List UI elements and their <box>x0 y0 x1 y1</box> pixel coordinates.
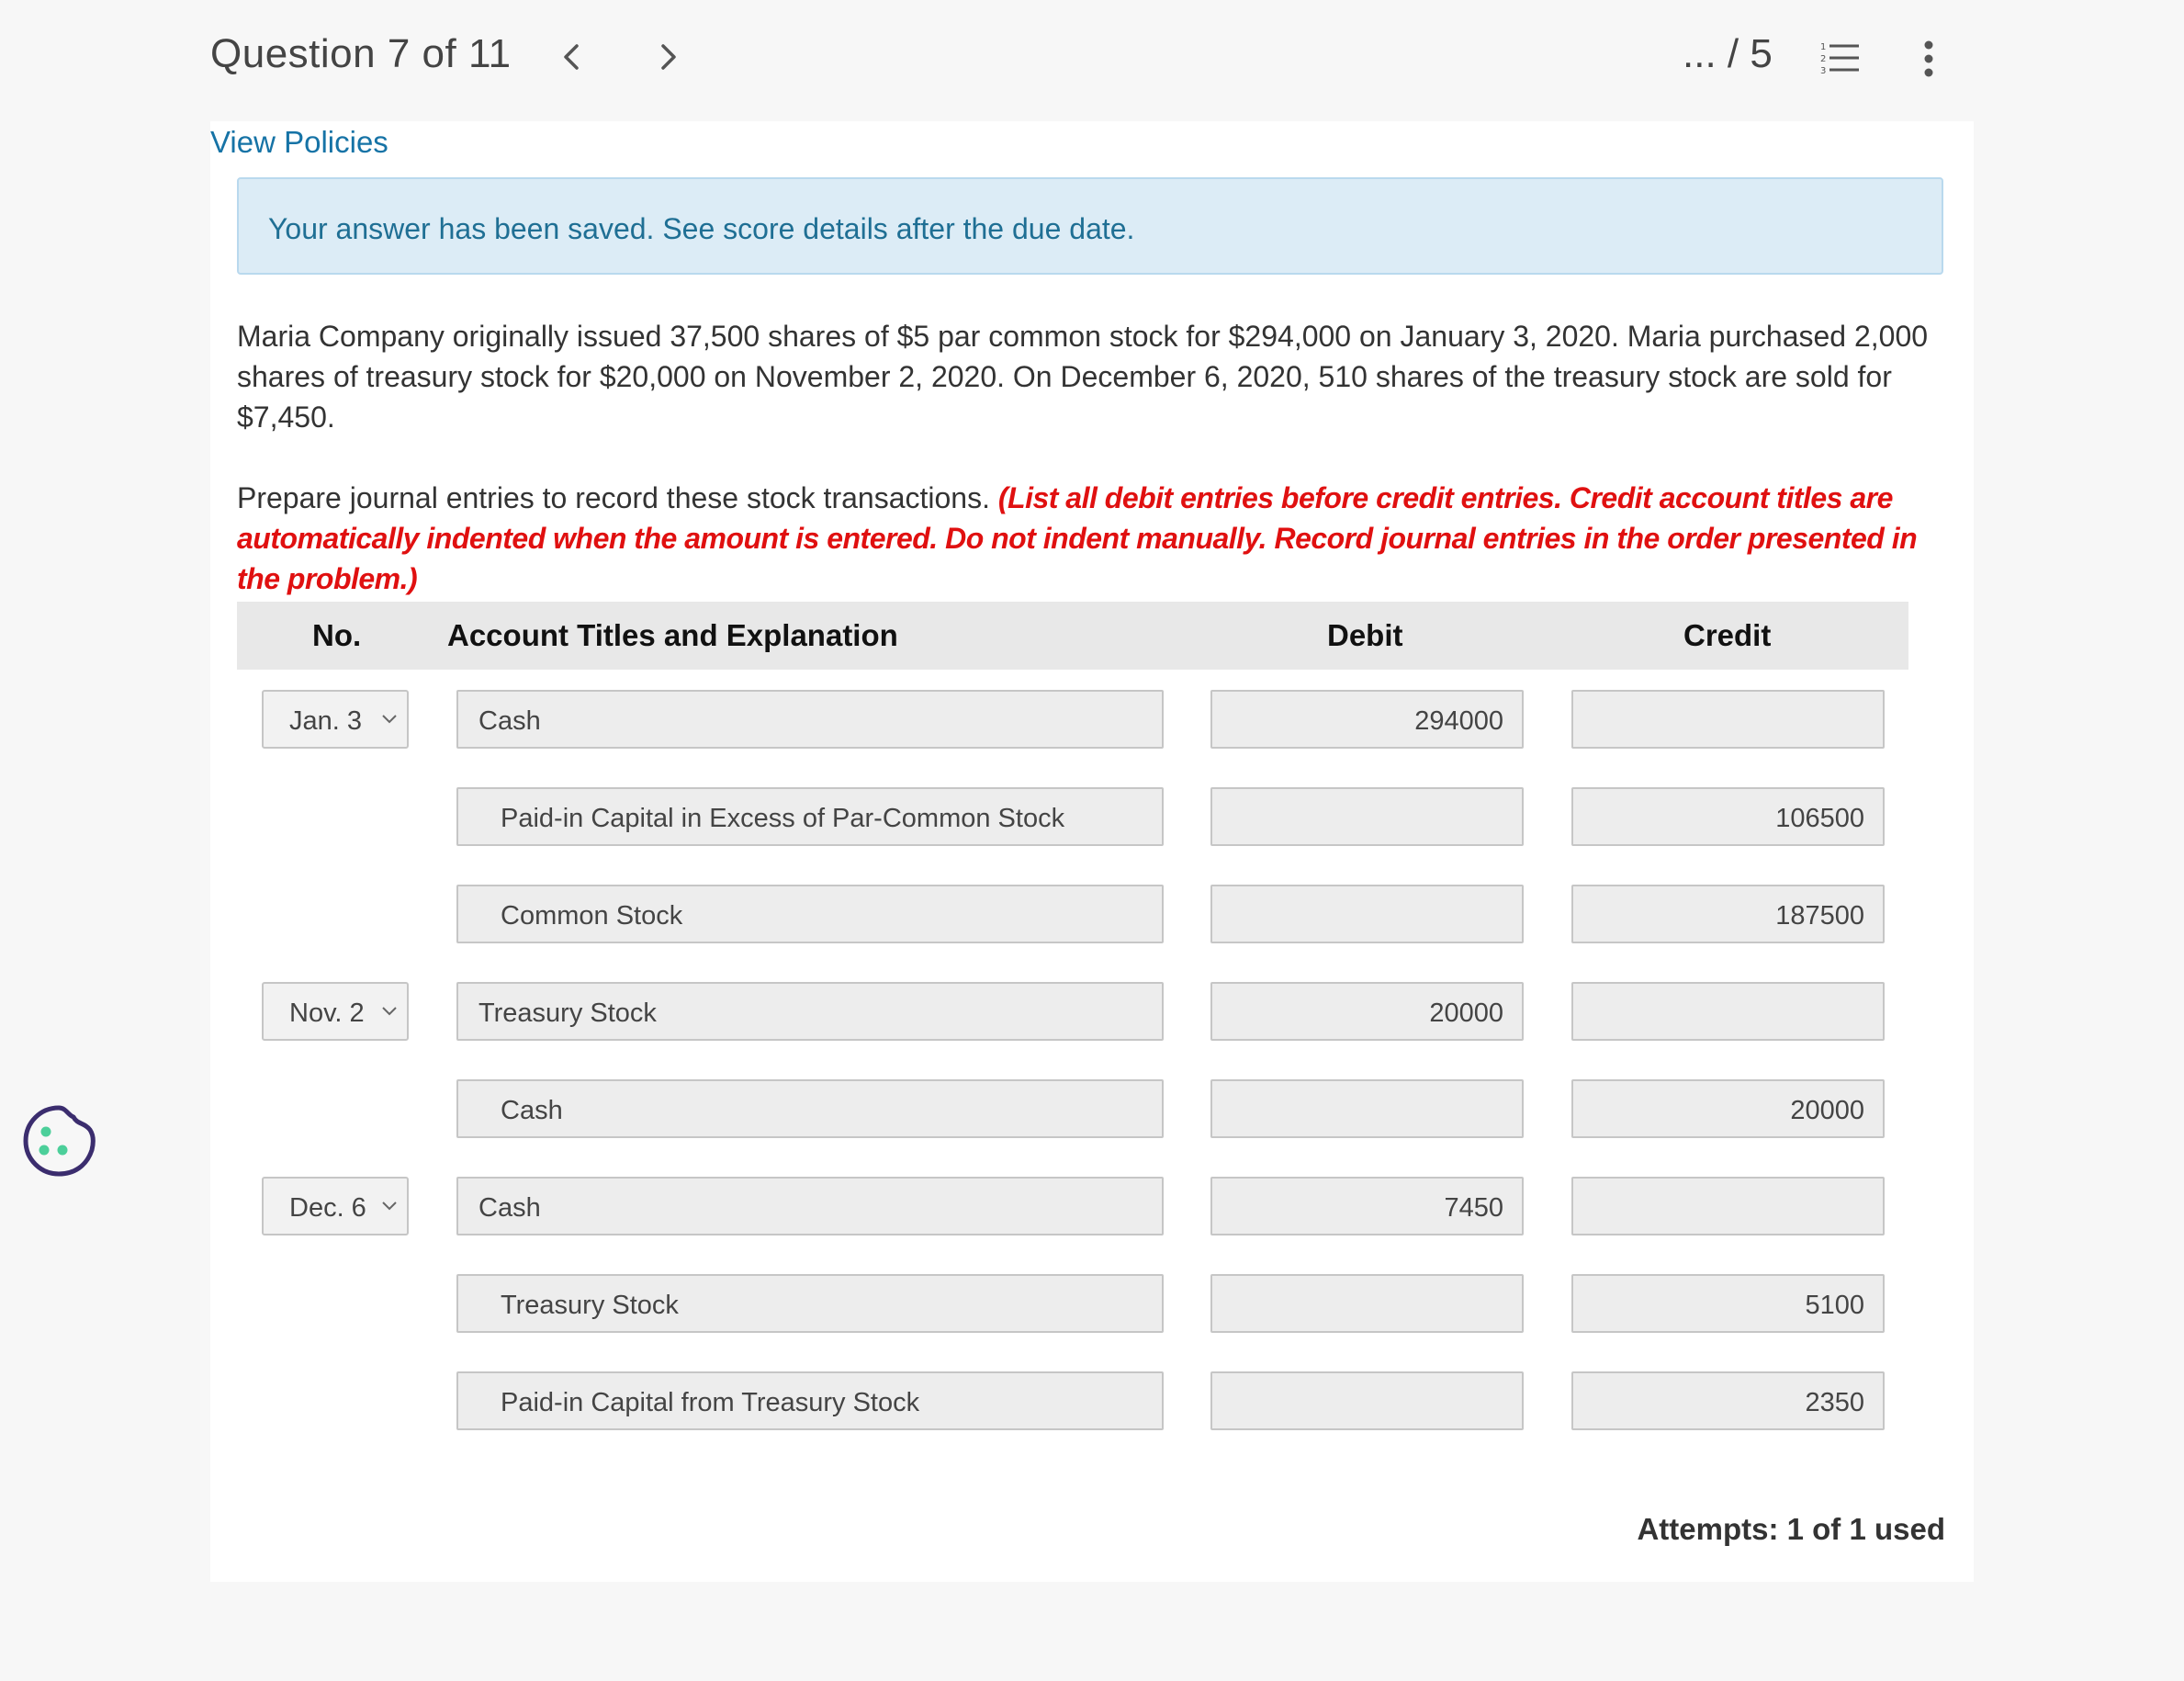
debit-input[interactable] <box>1210 1079 1524 1138</box>
problem-statement: Maria Company originally issued 37,500 shares of $5 par common stock for $294,000 on January 3, 2020. Maria purchased 2,000 shares of treasury stock for $20,000 on November 2, 2020. On December 6, 2020, 510 shares of the treasury stock are sold for $7,450. <box>237 320 1929 434</box>
debit-input[interactable] <box>1210 787 1524 846</box>
debit-value: 20000 <box>1429 998 1503 1028</box>
chevron-down-icon <box>381 714 398 725</box>
account-title-value: Paid-in Capital from Treasury Stock <box>501 1388 920 1417</box>
debit-input[interactable] <box>1210 1177 1524 1235</box>
debit-value: 7450 <box>1444 1193 1503 1223</box>
more-options-button[interactable] <box>1921 40 1936 82</box>
chevron-left-icon <box>555 35 588 79</box>
credit-input[interactable] <box>1571 1177 1885 1235</box>
chevron-down-icon <box>381 1201 398 1212</box>
question-counter: Question 7 of 11 <box>210 31 512 76</box>
account-title-value: Treasury Stock <box>501 1291 679 1320</box>
header-credit: Credit <box>1683 618 1772 652</box>
credit-input[interactable] <box>1571 1079 1885 1138</box>
view-policies-link[interactable]: View Policies <box>210 125 388 159</box>
attempts-counter: Attempts: 1 of 1 used <box>1637 1512 1945 1546</box>
account-title-input[interactable] <box>456 1177 1164 1235</box>
credit-input[interactable] <box>1571 982 1885 1041</box>
vertical-ellipsis-icon <box>1921 40 1936 77</box>
date-select[interactable] <box>262 1177 409 1235</box>
account-title-input[interactable] <box>456 1371 1164 1430</box>
debit-value: 294000 <box>1414 706 1503 736</box>
instructions-lead: Prepare journal entries to record these stock transactions. <box>237 481 990 514</box>
credit-value: 2350 <box>1805 1388 1864 1417</box>
credit-value: 106500 <box>1775 804 1864 833</box>
next-question-button[interactable] <box>652 35 685 79</box>
account-title-input[interactable] <box>456 1274 1164 1333</box>
account-title-input[interactable] <box>456 1079 1164 1138</box>
account-title-value: Cash <box>501 1096 563 1125</box>
answer-saved-banner <box>237 177 1943 275</box>
numbered-list-icon <box>1820 40 1861 77</box>
svg-text:3: 3 <box>1820 66 1827 76</box>
banner-text: Your answer has been saved. See score details after the due date. <box>268 212 1135 245</box>
chevron-right-icon <box>652 35 685 79</box>
instructions <box>237 478 1945 599</box>
header-debit: Debit <box>1327 618 1403 652</box>
credit-input[interactable] <box>1571 1274 1885 1333</box>
debit-input[interactable] <box>1210 690 1524 749</box>
credit-value: 187500 <box>1775 901 1864 931</box>
journal-table-header <box>237 602 1908 670</box>
svg-text:1: 1 <box>1820 42 1827 52</box>
account-title-input[interactable] <box>456 787 1164 846</box>
cookie-icon <box>20 1102 97 1179</box>
previous-question-button[interactable] <box>555 35 588 79</box>
debit-input[interactable] <box>1210 982 1524 1041</box>
credit-value: 5100 <box>1805 1291 1864 1320</box>
cookie-settings-button[interactable] <box>20 1102 97 1184</box>
account-title-value: Paid-in Capital in Excess of Par-Common Stock <box>501 804 1065 833</box>
account-title-value: Treasury Stock <box>478 998 657 1028</box>
date-value: Jan. 3 <box>289 706 362 736</box>
debit-input[interactable] <box>1210 1371 1524 1430</box>
account-title-input[interactable] <box>456 690 1164 749</box>
account-title-input[interactable] <box>456 885 1164 943</box>
date-select[interactable] <box>262 690 409 749</box>
credit-input[interactable] <box>1571 787 1885 846</box>
credit-value: 20000 <box>1790 1096 1864 1125</box>
account-title-value: Cash <box>478 1193 541 1223</box>
date-select[interactable] <box>262 982 409 1041</box>
debit-input[interactable] <box>1210 1274 1524 1333</box>
score-display: ... / 5 <box>1683 31 1773 76</box>
account-title-value: Common Stock <box>501 901 683 931</box>
account-title-value: Cash <box>478 706 541 736</box>
date-value: Dec. 6 <box>289 1193 366 1223</box>
header-no: No. <box>312 618 362 652</box>
header-account: Account Titles and Explanation <box>447 618 898 652</box>
credit-input[interactable] <box>1571 885 1885 943</box>
top-bar <box>0 0 2184 119</box>
date-value: Nov. 2 <box>289 998 365 1028</box>
credit-input[interactable] <box>1571 1371 1885 1430</box>
account-title-input[interactable] <box>456 982 1164 1041</box>
svg-text:2: 2 <box>1820 54 1827 64</box>
instructions-note: (List all debit entries before credit entries. Credit account titles are automatically indented when the amount is entered. Do not indent manually. Record journal entries in the order presented in the problem.) <box>237 481 1918 595</box>
credit-input[interactable] <box>1571 690 1885 749</box>
question-list-button[interactable] <box>1820 40 1861 82</box>
debit-input[interactable] <box>1210 885 1524 943</box>
chevron-down-icon <box>381 1006 398 1017</box>
